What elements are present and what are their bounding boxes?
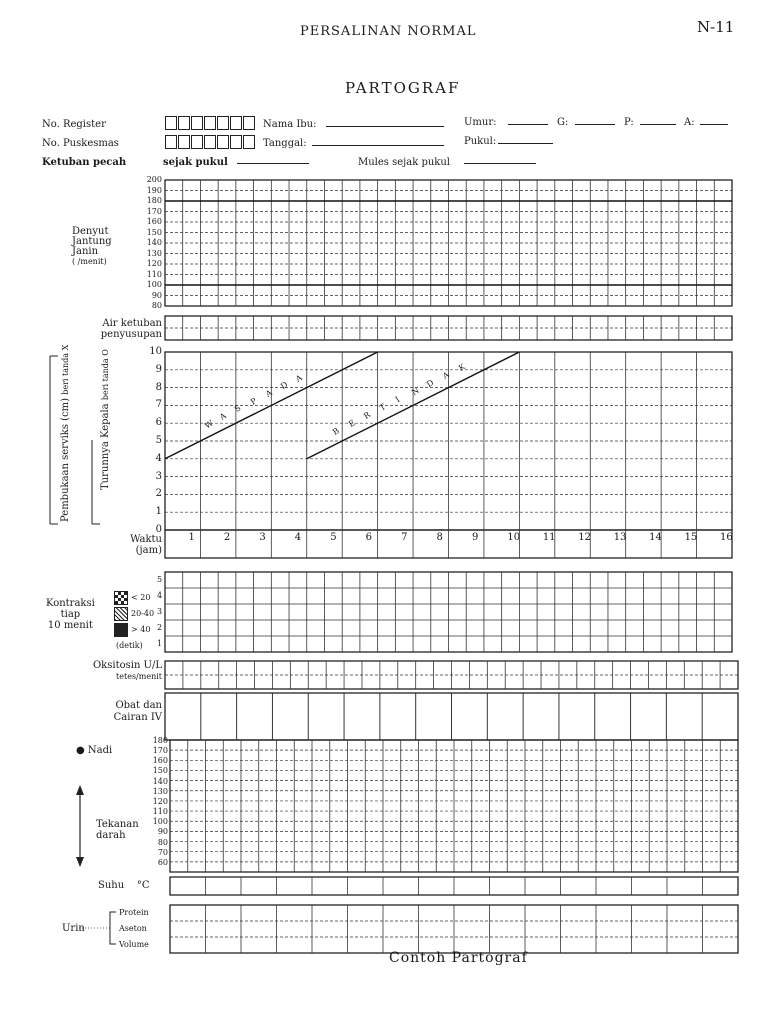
cervix-tick-label: 1 — [155, 506, 162, 518]
vitals-tick-label: 110 — [152, 807, 168, 817]
contraction-tick-label: 1 — [157, 639, 163, 648]
action-letter: I — [393, 394, 402, 405]
vitals-tick-label: 130 — [152, 786, 168, 796]
contraction-unit: (detik) — [116, 641, 143, 650]
legend-dots-icon — [114, 591, 128, 605]
alert-letter: S — [233, 403, 243, 415]
hour-label: 7 — [401, 532, 408, 543]
alert-letter: W — [203, 418, 216, 431]
contraction-tick-label: 3 — [157, 607, 163, 616]
fhr-tick-label: 90 — [151, 290, 162, 300]
action-letter: E — [346, 417, 357, 429]
labor-since-label: Mules sejak pukul — [358, 157, 450, 168]
legend-medium: 20-40 — [131, 609, 155, 618]
page-code: N-11 — [697, 18, 735, 36]
hour-label: 10 — [507, 532, 521, 543]
action-letter: T — [378, 402, 388, 413]
hour-label: 15 — [684, 532, 698, 543]
register-label: No. Register — [42, 119, 106, 130]
cervix-tick-label: 6 — [155, 417, 162, 429]
pulse-label: ● Nadi — [76, 745, 113, 756]
figure-caption: Contoh Partograf — [389, 950, 528, 966]
hour-label: 6 — [365, 532, 372, 543]
mother-name-label: Nama Ibu: — [263, 119, 317, 130]
drugs-label: Obat dan Cairan IV — [113, 700, 162, 723]
fhr-tick-label: 170 — [146, 206, 162, 216]
section-title: PERSALINAN NORMAL — [300, 24, 477, 39]
cervix-tick-label: 10 — [149, 346, 162, 357]
vitals-tick-label: 150 — [152, 766, 168, 776]
cervix-tick-label: 8 — [155, 381, 162, 393]
descent-label: Turunnya Kepala beri tanda O — [100, 349, 111, 490]
alert-letter: D — [279, 380, 290, 392]
hour-label: 4 — [294, 532, 302, 543]
pulse-dot-icon: ● — [76, 745, 88, 756]
fhr-tick-label: 160 — [146, 217, 162, 226]
fhr-tick-label: 120 — [146, 259, 162, 268]
vitals-tick-label: 170 — [152, 746, 168, 756]
since-time-label: sejak pukul — [163, 157, 228, 168]
page-title: PARTOGRAF — [345, 79, 461, 97]
g-label: G: — [557, 117, 569, 128]
alert-letter: A — [263, 388, 274, 399]
legend-long: > 40 — [131, 625, 151, 634]
hour-label: 8 — [436, 532, 443, 543]
time-axis-label: Waktu (jam) — [130, 534, 162, 556]
alert-letter: A — [294, 372, 305, 384]
hour-label: 14 — [649, 532, 662, 543]
membrane-rupture-label: Ketuban pecah — [42, 157, 127, 168]
vitals-tick-label: 180 — [152, 736, 168, 745]
cervix-tick-label: 2 — [155, 488, 162, 500]
vitals-tick-label: 120 — [152, 796, 168, 806]
fhr-tick-label: 140 — [146, 238, 162, 247]
fhr-tick-label: 80 — [151, 301, 162, 310]
action-letter: K — [457, 362, 467, 374]
action-letter: R — [362, 409, 373, 421]
hour-label: 1 — [188, 532, 195, 543]
vitals-tick-label: 60 — [157, 857, 168, 867]
legend-solid-icon — [114, 623, 128, 637]
fhr-tick-label: 130 — [146, 248, 162, 258]
contraction-tick-label: 5 — [157, 575, 163, 584]
oxytocin-label: Oksitosin U/L tetes/menit — [92, 660, 162, 681]
legend-hatch-icon — [114, 607, 128, 621]
action-letter: D — [425, 378, 436, 390]
urine-label: Urin — [62, 923, 85, 934]
cervix-side-label: Pembukaan serviks (cm) beri tanda X — [60, 344, 71, 522]
fhr-tick-label: 150 — [146, 227, 162, 237]
hour-label: 11 — [542, 532, 556, 543]
bp-label: Tekanan darah — [96, 819, 139, 841]
legend-short: < 20 — [131, 593, 151, 602]
a-label: A: — [684, 117, 695, 128]
puskesmas-label: No. Puskesmas — [42, 138, 119, 149]
urine-protein: Protein — [119, 908, 149, 917]
contraction-label: Kontraksi tiap 10 menit — [46, 598, 95, 631]
contraction-tick-label: 4 — [157, 591, 163, 600]
vitals-tick-label: 100 — [152, 817, 168, 827]
vitals-tick-label: 160 — [152, 756, 168, 766]
time-label: Pukul: — [464, 136, 497, 147]
p-label: P: — [624, 117, 634, 128]
cervix-tick-label: 0 — [155, 524, 162, 535]
bp-arrow-down — [76, 857, 84, 867]
alert-letter: A — [218, 411, 229, 422]
action-letter: A — [441, 370, 451, 382]
fhr-tick-label: 190 — [146, 185, 162, 195]
fhr-tick-label: 180 — [146, 196, 162, 205]
contraction-tick-label: 2 — [157, 623, 163, 632]
hour-label: 9 — [471, 532, 479, 543]
vitals-tick-label: 90 — [157, 827, 168, 837]
alert-letter: P — [248, 395, 259, 407]
fhr-label: Denyut Jantung Janin ( /menit) — [72, 226, 112, 266]
cervix-tick-label: 5 — [155, 435, 162, 446]
hour-label: 16 — [720, 532, 733, 543]
hour-label: 12 — [578, 532, 591, 543]
hour-label: 3 — [259, 532, 266, 543]
fhr-tick-label: 110 — [146, 269, 162, 279]
age-label: Umur: — [464, 117, 497, 128]
date-label: Tanggal: — [263, 138, 307, 149]
action-letter: B — [330, 425, 341, 437]
hour-label: 2 — [223, 532, 231, 543]
amniotic-label: Air ketuban penyusupan — [100, 318, 162, 340]
temperature-label: Suhu °C — [98, 880, 150, 891]
urine-aceton: Aseton — [119, 924, 147, 933]
cervix-tick-label: 9 — [155, 363, 162, 375]
cervix-tick-label: 7 — [155, 399, 162, 411]
hour-label: 5 — [330, 532, 337, 543]
vitals-tick-label: 80 — [157, 837, 168, 847]
fhr-tick-label: 100 — [146, 280, 162, 289]
vitals-tick-label: 140 — [152, 776, 168, 786]
vitals-tick-label: 70 — [157, 847, 168, 857]
cervix-tick-label: 3 — [155, 470, 162, 482]
hour-label: 13 — [613, 532, 627, 543]
bp-arrow-up — [76, 785, 84, 795]
urine-volume: Volume — [119, 940, 149, 949]
urine-brace — [110, 912, 116, 944]
action-letter: N — [409, 385, 421, 398]
cervix-tick-label: 4 — [155, 452, 162, 464]
fhr-tick-label: 200 — [146, 175, 162, 184]
